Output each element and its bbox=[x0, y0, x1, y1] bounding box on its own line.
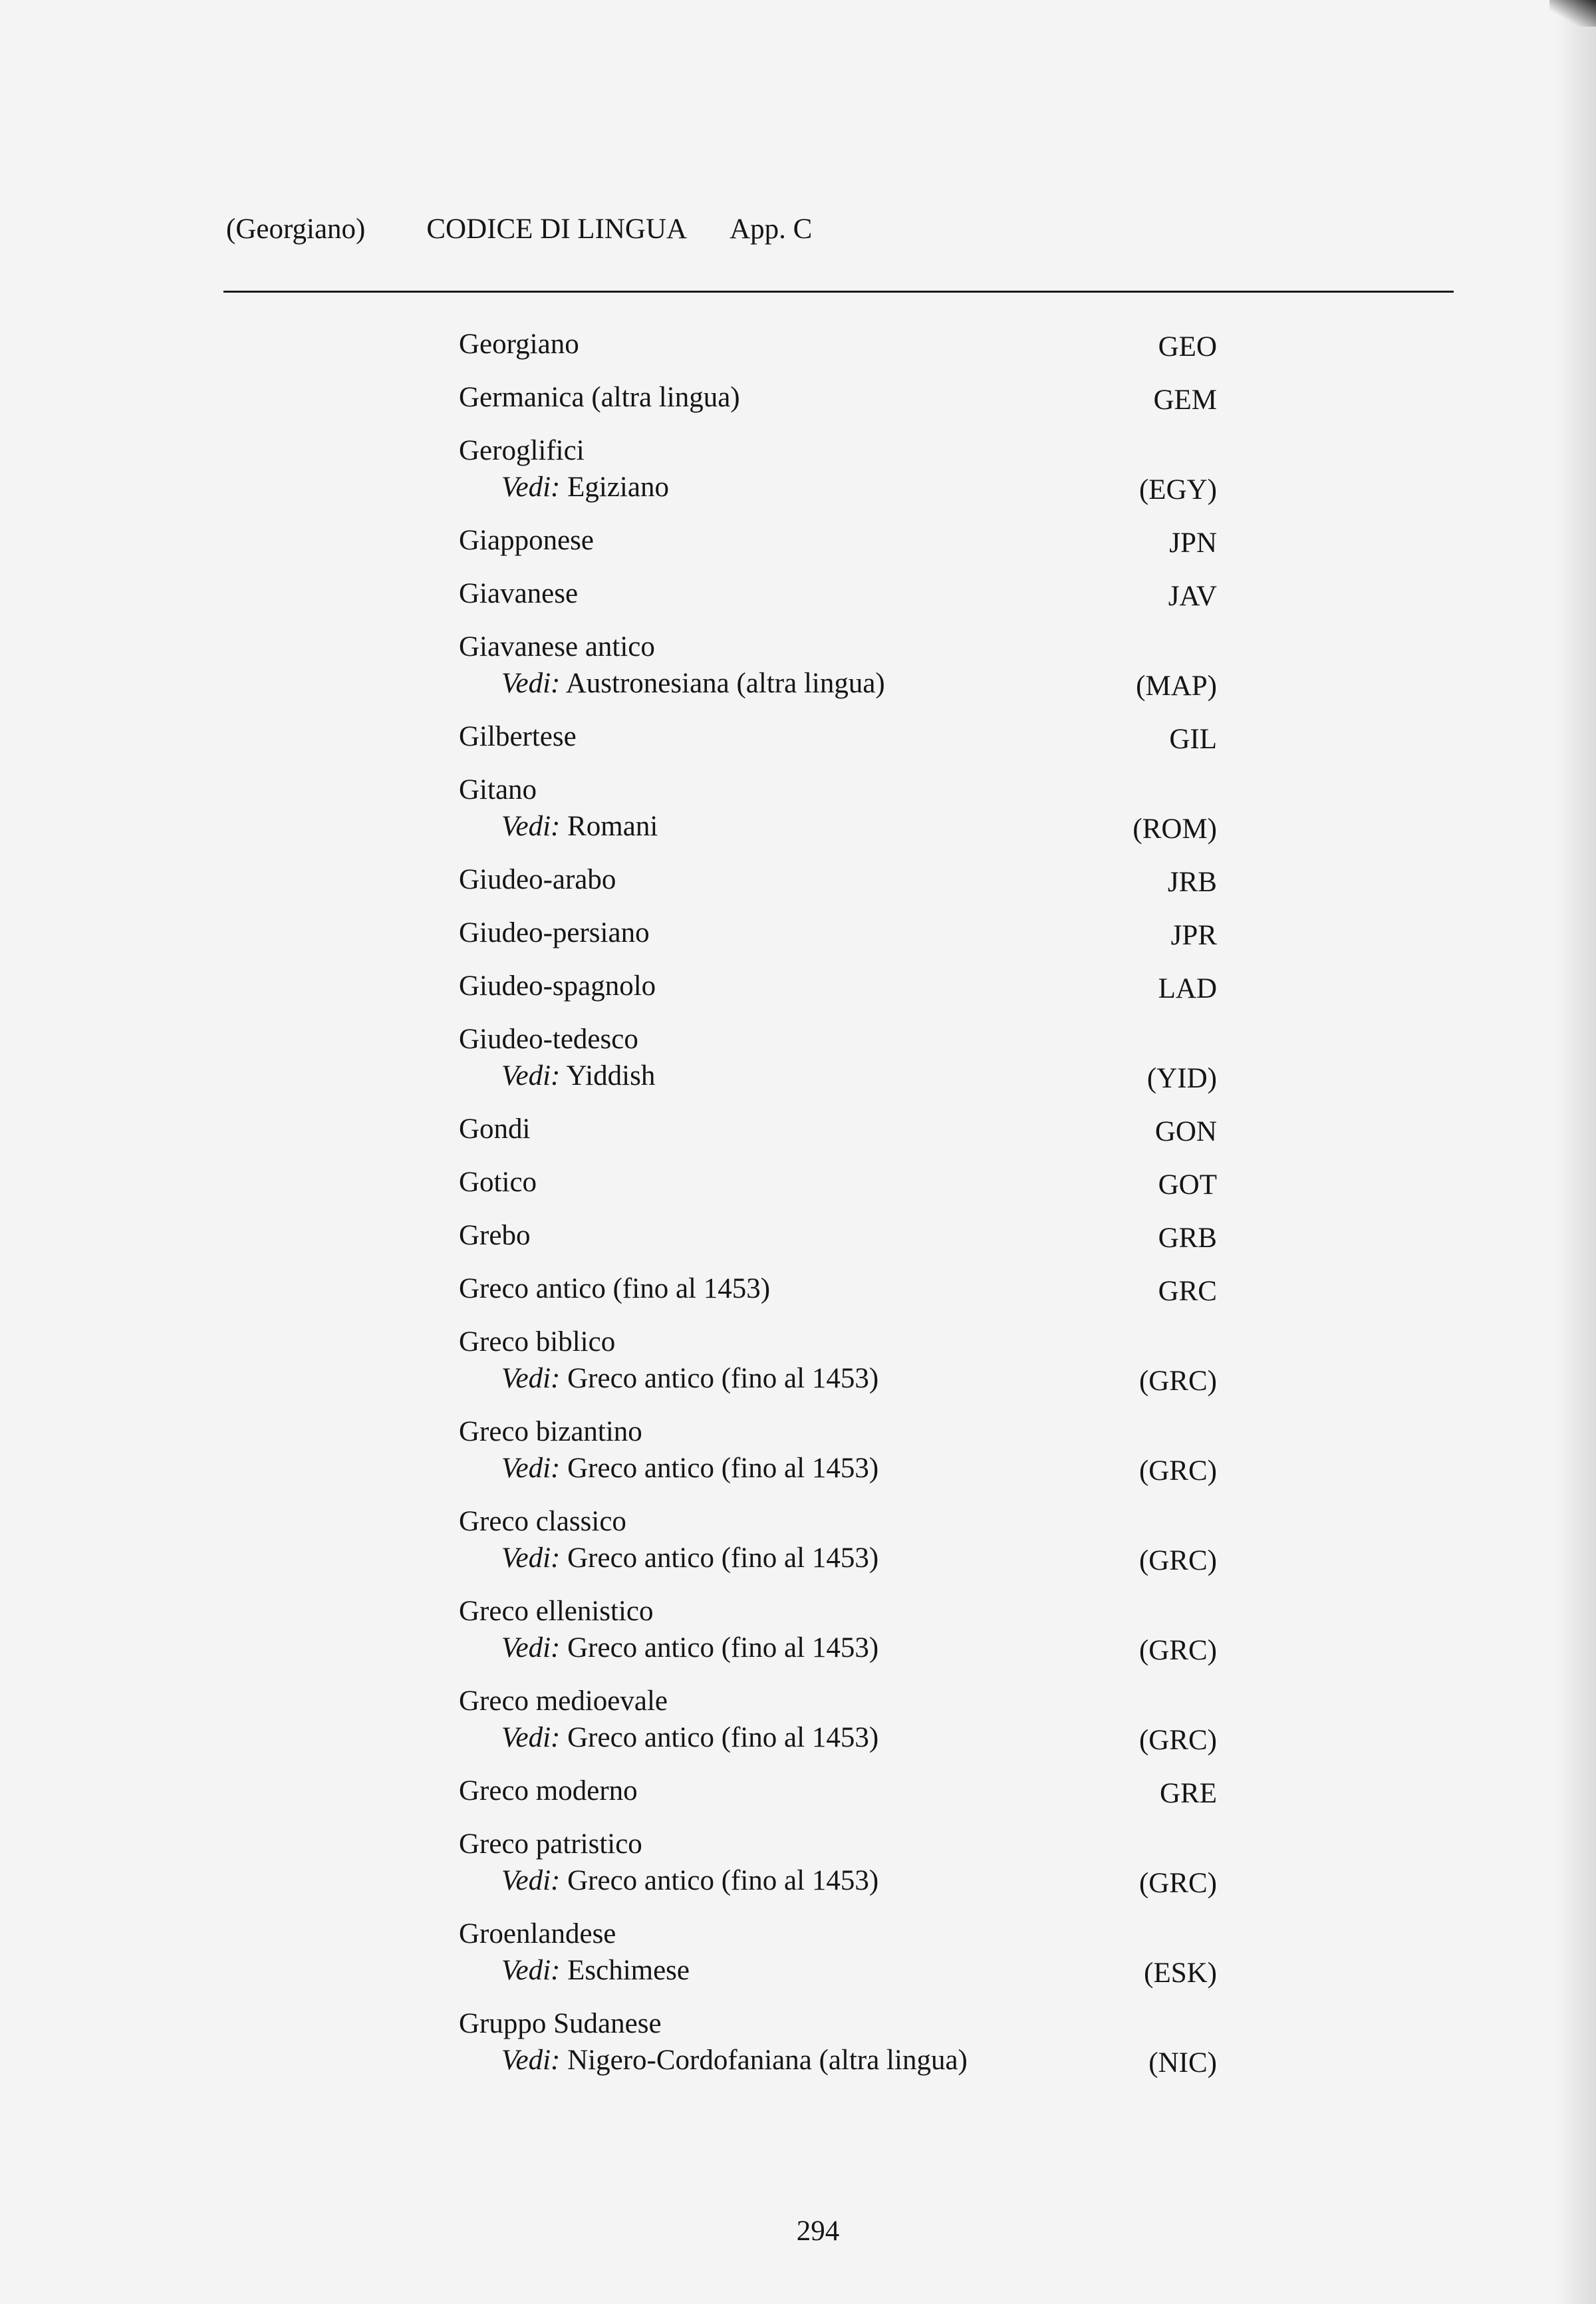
see-target: Greco antico (fino al 1453) bbox=[567, 1363, 879, 1394]
language-code: (GRC) bbox=[1138, 1635, 1217, 1666]
see-label: Vedi: bbox=[501, 1363, 561, 1394]
language-name: Greco ellenistico bbox=[459, 1596, 654, 1627]
language-entry bbox=[459, 1413, 1217, 1487]
language-entry bbox=[459, 1773, 1217, 1809]
see-reference bbox=[459, 1450, 1217, 1487]
language-code: GRE bbox=[1160, 1778, 1217, 1809]
see-target: Greco antico (fino al 1453) bbox=[567, 1722, 879, 1753]
language-code: GIL bbox=[1169, 724, 1217, 755]
see-reference bbox=[459, 665, 1217, 702]
running-head-title: CODICE DI LINGUA bbox=[426, 214, 688, 245]
language-code: (YID) bbox=[1146, 1063, 1217, 1094]
language-entry bbox=[459, 1503, 1217, 1576]
language-code-list bbox=[459, 326, 1217, 2095]
see-label: Vedi: bbox=[501, 668, 561, 699]
language-code: (ROM) bbox=[1132, 813, 1217, 845]
see-target: Greco antico (fino al 1453) bbox=[567, 1542, 879, 1574]
language-code: JAV bbox=[1168, 581, 1217, 612]
language-code: (GRC) bbox=[1138, 1366, 1217, 1397]
language-code: GRB bbox=[1158, 1223, 1217, 1254]
language-name: Giudeo-tedesco bbox=[459, 1024, 638, 1055]
see-target: Greco antico (fino al 1453) bbox=[567, 1632, 879, 1663]
see-label: Vedi: bbox=[501, 1722, 561, 1753]
see-reference bbox=[459, 1360, 1217, 1397]
see-target: Egiziano bbox=[567, 472, 669, 503]
see-target: Yiddish bbox=[566, 1060, 656, 1091]
language-name: Greco antico (fino al 1453) bbox=[459, 1273, 771, 1304]
language-code: (GRC) bbox=[1138, 1545, 1217, 1576]
language-code: JPN bbox=[1169, 527, 1217, 559]
language-code: (MAP) bbox=[1136, 670, 1217, 702]
see-label: Vedi: bbox=[501, 472, 561, 503]
language-code: JPR bbox=[1170, 920, 1217, 951]
language-entry bbox=[459, 1324, 1217, 1397]
language-name: Greco medioevale bbox=[459, 1685, 668, 1717]
language-name: Giudeo-arabo bbox=[459, 864, 616, 895]
header-rule bbox=[223, 291, 1454, 293]
language-name: Giavanese antico bbox=[459, 631, 655, 662]
language-code: GRC bbox=[1158, 1276, 1217, 1307]
page-edge-shadow bbox=[1556, 0, 1596, 2304]
language-code: (EGY) bbox=[1138, 474, 1217, 505]
language-name: Gilbertese bbox=[459, 721, 577, 752]
language-code: GEO bbox=[1158, 331, 1217, 362]
see-reference bbox=[459, 1058, 1217, 1094]
page-number: 294 bbox=[796, 2216, 840, 2247]
see-label: Vedi: bbox=[501, 811, 561, 842]
language-code: GON bbox=[1154, 1116, 1217, 1147]
language-entry bbox=[459, 1021, 1217, 1094]
language-name: Greco biblico bbox=[459, 1326, 616, 1358]
see-target: Eschimese bbox=[567, 1955, 690, 1986]
see-reference bbox=[459, 1862, 1217, 1899]
language-code: (GRC) bbox=[1138, 1868, 1217, 1899]
running-head-appendix: App. C bbox=[730, 214, 813, 245]
language-name: Greco patristico bbox=[459, 1828, 642, 1860]
see-reference bbox=[459, 2042, 1217, 2079]
language-code: GOT bbox=[1158, 1169, 1217, 1201]
see-label: Vedi: bbox=[501, 1542, 561, 1574]
see-label: Vedi: bbox=[501, 1955, 561, 1986]
see-reference bbox=[459, 1540, 1217, 1576]
language-name: Greco bizantino bbox=[459, 1416, 642, 1447]
see-target: Greco antico (fino al 1453) bbox=[567, 1453, 879, 1484]
see-reference bbox=[459, 1952, 1217, 1989]
language-name: Giapponese bbox=[459, 525, 594, 556]
language-entry bbox=[459, 968, 1217, 1004]
see-reference bbox=[459, 469, 1217, 505]
see-label: Vedi: bbox=[501, 1453, 561, 1484]
running-head-section: (Georgiano) bbox=[226, 214, 366, 245]
language-code: (GRC) bbox=[1138, 1725, 1217, 1756]
language-entry bbox=[459, 1164, 1217, 1201]
language-name: Gotico bbox=[459, 1167, 537, 1198]
language-entry bbox=[459, 379, 1217, 416]
language-entry bbox=[459, 1916, 1217, 1989]
see-label: Vedi: bbox=[501, 1632, 561, 1663]
language-entry bbox=[459, 432, 1217, 505]
language-entry bbox=[459, 1111, 1217, 1147]
language-entry bbox=[459, 1683, 1217, 1756]
language-code: (ESK) bbox=[1144, 1957, 1217, 1989]
see-target: Romani bbox=[567, 811, 658, 842]
language-name: Groenlandese bbox=[459, 1918, 616, 1949]
see-reference bbox=[459, 808, 1217, 845]
language-entry bbox=[459, 718, 1217, 755]
language-entry bbox=[459, 522, 1217, 559]
language-entry bbox=[459, 575, 1217, 612]
language-code: LAD bbox=[1158, 973, 1217, 1004]
language-name: Gondi bbox=[459, 1113, 531, 1145]
language-entry bbox=[459, 915, 1217, 951]
see-target: Greco antico (fino al 1453) bbox=[567, 1865, 879, 1896]
language-code: GEM bbox=[1153, 384, 1217, 416]
see-label: Vedi: bbox=[501, 1060, 561, 1091]
see-target: Nigero-Cordofaniana (altra lingua) bbox=[567, 2045, 968, 2076]
language-name: Germanica (altra lingua) bbox=[459, 382, 740, 413]
language-entry bbox=[459, 326, 1217, 362]
page-corner-shadow bbox=[1549, 0, 1596, 27]
language-name: Greco moderno bbox=[459, 1775, 638, 1806]
running-head bbox=[226, 212, 1456, 247]
language-entry bbox=[459, 1593, 1217, 1666]
see-target: Austronesiana (altra lingua) bbox=[565, 668, 885, 699]
language-entry bbox=[459, 1826, 1217, 1899]
language-name: Gruppo Sudanese bbox=[459, 2008, 662, 2039]
language-entry bbox=[459, 629, 1217, 702]
language-name: Greco classico bbox=[459, 1506, 626, 1537]
see-label: Vedi: bbox=[501, 2045, 561, 2076]
language-name: Giudeo-spagnolo bbox=[459, 970, 656, 1002]
language-entry bbox=[459, 1270, 1217, 1307]
language-name: Gitano bbox=[459, 774, 537, 805]
see-reference bbox=[459, 1719, 1217, 1756]
language-entry bbox=[459, 1217, 1217, 1254]
language-code: (GRC) bbox=[1138, 1455, 1217, 1487]
language-name: Georgiano bbox=[459, 329, 579, 360]
language-name: Grebo bbox=[459, 1220, 531, 1251]
language-code: (NIC) bbox=[1148, 2047, 1217, 2079]
see-reference bbox=[459, 1630, 1217, 1666]
language-name: Giavanese bbox=[459, 578, 579, 609]
language-entry bbox=[459, 861, 1217, 898]
language-code: JRB bbox=[1167, 867, 1217, 898]
language-name: Giudeo-persiano bbox=[459, 917, 650, 948]
see-label: Vedi: bbox=[501, 1865, 561, 1896]
language-entry bbox=[459, 772, 1217, 845]
language-entry bbox=[459, 2005, 1217, 2079]
language-name: Geroglifici bbox=[459, 435, 585, 466]
